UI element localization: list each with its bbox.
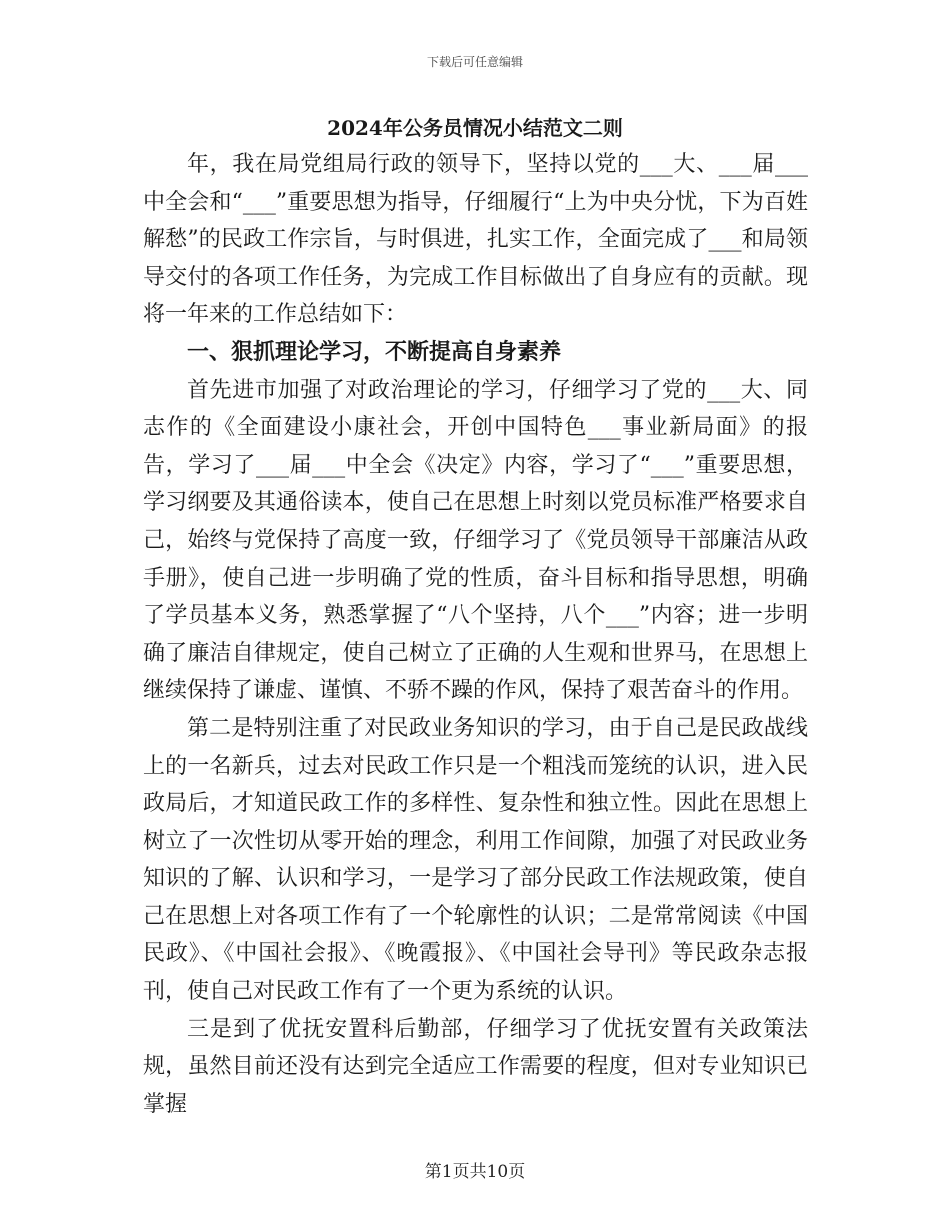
header-note: 下载后可任意编辑: [426, 55, 523, 69]
document-title: 2024年公务员情况小结范文二则: [327, 116, 623, 140]
paragraph-business-study: 第二是特别注重了对民政业务知识的学习，由于自己是民政战线上的一名新兵，过去对民政工作只是一个粗浅而笼统的认识，进入民政局后，才知道民政工作的多样性、复杂性和独立性。因此在思想上树立了一次性切从零开始的理念，利用工作间隙，加强了对民政业务知识的了解、认识和学习，一是学习了部分民政工作法规政策，使自己在思想上对各项工作有了一个轮廓性的认识；二是常常阅读《中国民政》、《中国社会报》、《晚霞报》、《中国社会导刊》等民政杂志报刊，使自己对民政工作有了一个更为系统的认识。: [143, 715, 808, 1005]
paragraph-theory-study: 首先进市加强了对政治理论的学习，仔细学习了党的___大、同志作的《全面建设小康社会，开创中国特色___事业新局面》的报告，学习了___届___中全会《决定》内容，学习了“___”重要思想，学习纲要及其通俗读本，使自己在思想上时刻以党员标准严格要求自己，始终与党保持了高度一致，仔细学习了《党员领导干部廉洁从政手册》，使自己进一步明确了党的性质，奋斗目标和指导思想，明确了学员基本义务，熟悉掌握了“八个坚持，八个___”内容；进一步明确了廉洁自律规定，使自己树立了正确的人生观和世界马，在思想上继续保持了谦虚、谨慎、不骄不躁的作风，保持了艰苦奋斗的作用。: [143, 377, 808, 704]
document-body: [143, 146, 808, 1123]
paragraph-intro: 年，我在局党组局行政的领导下，坚持以党的___大、___届___中全会和“___”重要思想为指导，仔细履行“上为中央分忧，下为百姓解愁”的民政工作宗旨，与时俱进，扎实工作，全面完成了___和局领导交付的各项工作任务，为完成工作目标做出了自身应有的贡献。现将一年来的工作总结如下：: [143, 152, 808, 328]
paragraph-placement-study: 三是到了优抚安置科后勤部，仔细学习了优抚安置有关政策法规，虽然目前还没有达到完全适应工作需要的程度，但对专业知识已掌握: [143, 1016, 808, 1117]
section-heading-1: 一、狠抓理论学习，不断提高自身素养: [187, 338, 562, 365]
page-number: 第1页共10页: [424, 1162, 526, 1182]
